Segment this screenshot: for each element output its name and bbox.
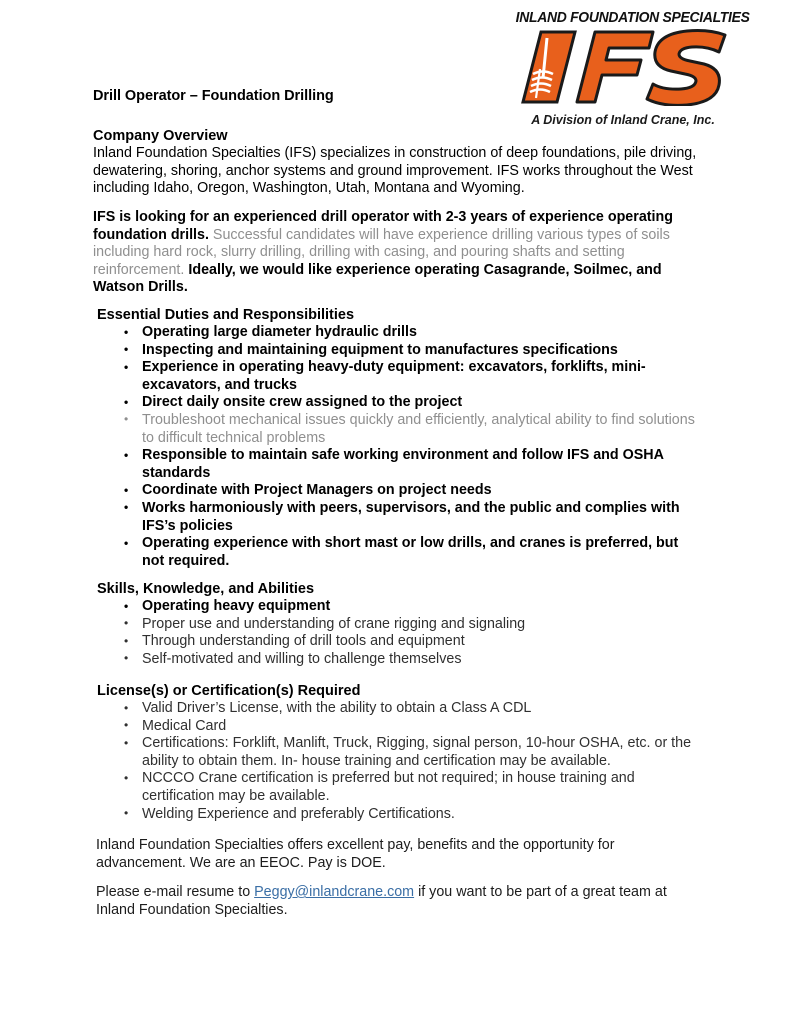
list-item: • Operating experience with short mast or low drills, and cranes is preferred, but not required. — [93, 535, 703, 570]
list-item: • Inspecting and maintaining equipment to manufactures specifications — [93, 342, 703, 360]
list-item: • Coordinate with Project Managers on project needs — [93, 482, 703, 500]
closing-paragraph-2 — [96, 884, 696, 919]
company-overview-heading: Company Overview — [93, 128, 228, 144]
email-link[interactable]: Peggy@inlandcrane.com — [254, 884, 415, 900]
licenses-list — [93, 700, 703, 823]
logo-tagline: A Division of Inland Crane, Inc. — [531, 113, 715, 127]
closing-paragraph-1: Inland Foundation Specialties offers excellent pay, benefits and the opportunity for advancement. We are an EEOC. Pay is DOE. — [96, 837, 615, 871]
section-company-overview — [93, 127, 703, 198]
role-summary-paragraph — [93, 209, 703, 297]
list-item: • Operating heavy equipment — [93, 598, 703, 616]
section-skills — [93, 580, 703, 668]
skills-heading: Skills, Knowledge, and Abilities — [97, 581, 315, 597]
list-item: • Responsible to maintain safe working environment and follow IFS and OSHA standards — [93, 447, 703, 482]
section-role-summary — [93, 209, 703, 297]
role-summary-middle: Successful candidates will have experience drilling various types of soils including hard rock, slurry drilling, drilling with casing, and pouring shafts and setting reinforcement. — [93, 226, 670, 278]
list-item: • Self-motivated and willing to challenge themselves — [93, 651, 703, 669]
ifs-logo — [503, 10, 750, 128]
page-title: Drill Operator – Foundation Drilling — [93, 88, 334, 104]
list-item: • Troubleshoot mechanical issues quickly and efficiently, analytical ability to find solutions to difficult technical problems — [93, 412, 703, 447]
list-item: • Through understanding of drill tools and equipment — [93, 633, 703, 651]
list-item: • Direct daily onsite crew assigned to the project — [93, 394, 703, 412]
skills-list — [93, 598, 703, 668]
section-essential-duties — [93, 306, 703, 570]
list-item: • Valid Driver’s License, with the ability to obtain a Class A CDL — [93, 700, 703, 718]
list-item: • Operating large diameter hydraulic drills — [93, 324, 703, 342]
closing-prefix: Please e-mail resume to — [96, 884, 255, 900]
licenses-heading: License(s) or Certification(s) Required — [97, 683, 361, 699]
list-item: • Medical Card — [93, 718, 703, 736]
list-item: • Proper use and understanding of crane rigging and signaling — [93, 616, 703, 634]
essential-duties-list — [93, 324, 703, 570]
list-item: • Certifications: Forklift, Manlift, Truck, Rigging, signal person, 10-hour OSHA, etc. or the ability to obtain them. In- house training and certification may be available. — [93, 735, 703, 770]
list-item: • NCCCO Crane certification is preferred but not required; in house training and certification may be available. — [93, 770, 703, 805]
list-item: • Works harmoniously with peers, supervisors, and the public and complies with IFS’s policies — [93, 500, 703, 535]
essential-duties-heading: Essential Duties and Responsibilities — [97, 307, 355, 323]
section-licenses — [93, 682, 703, 823]
logo-company-name: INLAND FOUNDATION SPECIALTIES — [515, 10, 750, 26]
ifs-wordmark-icon — [503, 28, 743, 106]
role-summary-trailing: Ideally, we would like experience operating Casagrande, Soilmec, and Watson Drills. — [93, 261, 662, 296]
closing-suffix: if you want to be part of a great team at Inland Foundation Specialties. — [96, 884, 667, 918]
role-summary-lead: IFS is looking for an experienced drill operator with 2-3 years of experience operating foundation drills. — [93, 209, 673, 243]
list-item: • Welding Experience and preferably Certifications. — [93, 806, 703, 824]
company-overview-paragraph: Inland Foundation Specialties (IFS) specializes in construction of deep foundations, pile driving, dewatering, shoring, anchor systems and ground improvement. IFS works throughout the West including Idaho, Oregon, Washington, Utah, Montana and Wyoming. — [93, 145, 697, 197]
list-item: • Experience in operating heavy-duty equipment: excavators, forklifts, mini-excavators, and trucks — [93, 359, 703, 394]
